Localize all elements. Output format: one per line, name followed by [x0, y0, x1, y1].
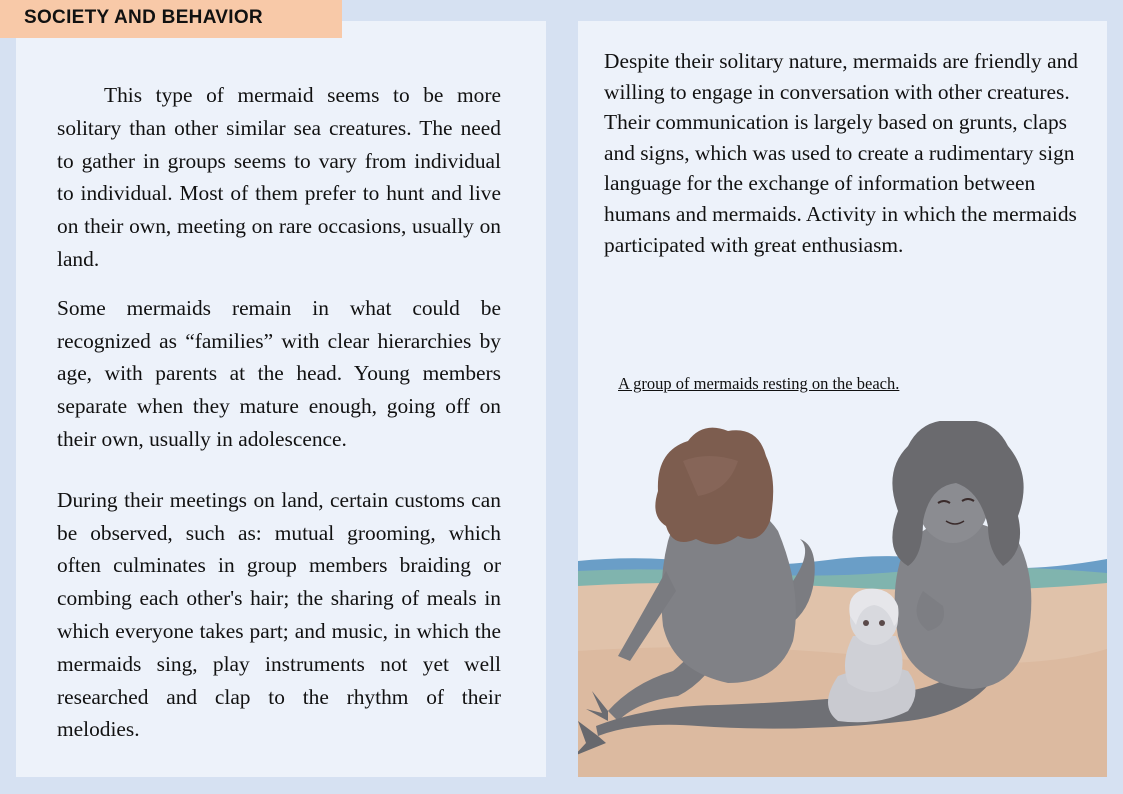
left-text-block: [57, 79, 501, 746]
section-title: SOCIETY AND BEHAVIOR: [0, 0, 342, 38]
right-text-block: [604, 46, 1084, 260]
sky-area: [578, 421, 1107, 561]
paragraph-solitary: This type of mermaid seems to be more solitary than other similar sea creatures. The need to gather in groups seems to vary from individual to individual. Most of them prefer to hunt and live on their own, meeting on rare occasions, usually on land.: [57, 83, 501, 271]
paragraph-families: Some mermaids remain in what could be recognized as “families” with clear hierarchies by age, with parents at the head. Young members separate when they mature enough, going off on their own, usually in adolescence.: [57, 295, 501, 451]
mermaids-illustration: [578, 421, 1107, 777]
left-page: [16, 21, 546, 777]
paragraph-communication: Despite their solitary nature, mermaids are friendly and willing to engage in conversation with other creatures. Their communication is largely based on grunts, claps and signs, which was used to create a rudimentary sign language for the exchange of information between humans and mermaids. Activity in which the mermaids participated with great enthusiasm.: [604, 49, 1078, 257]
right-page: [578, 21, 1107, 777]
illustration-caption: A group of mermaids resting on the beach.: [618, 374, 900, 393]
paragraph-customs: During their meetings on land, certain customs can be observed, such as: mutual grooming, which often culminates in group members braiding or combing each other's hair; the sharing of meals in which everyone takes part; and music, in which the mermaids sing, play instruments not yet well researched and clap to the rhythm of their melodies.: [57, 487, 501, 742]
